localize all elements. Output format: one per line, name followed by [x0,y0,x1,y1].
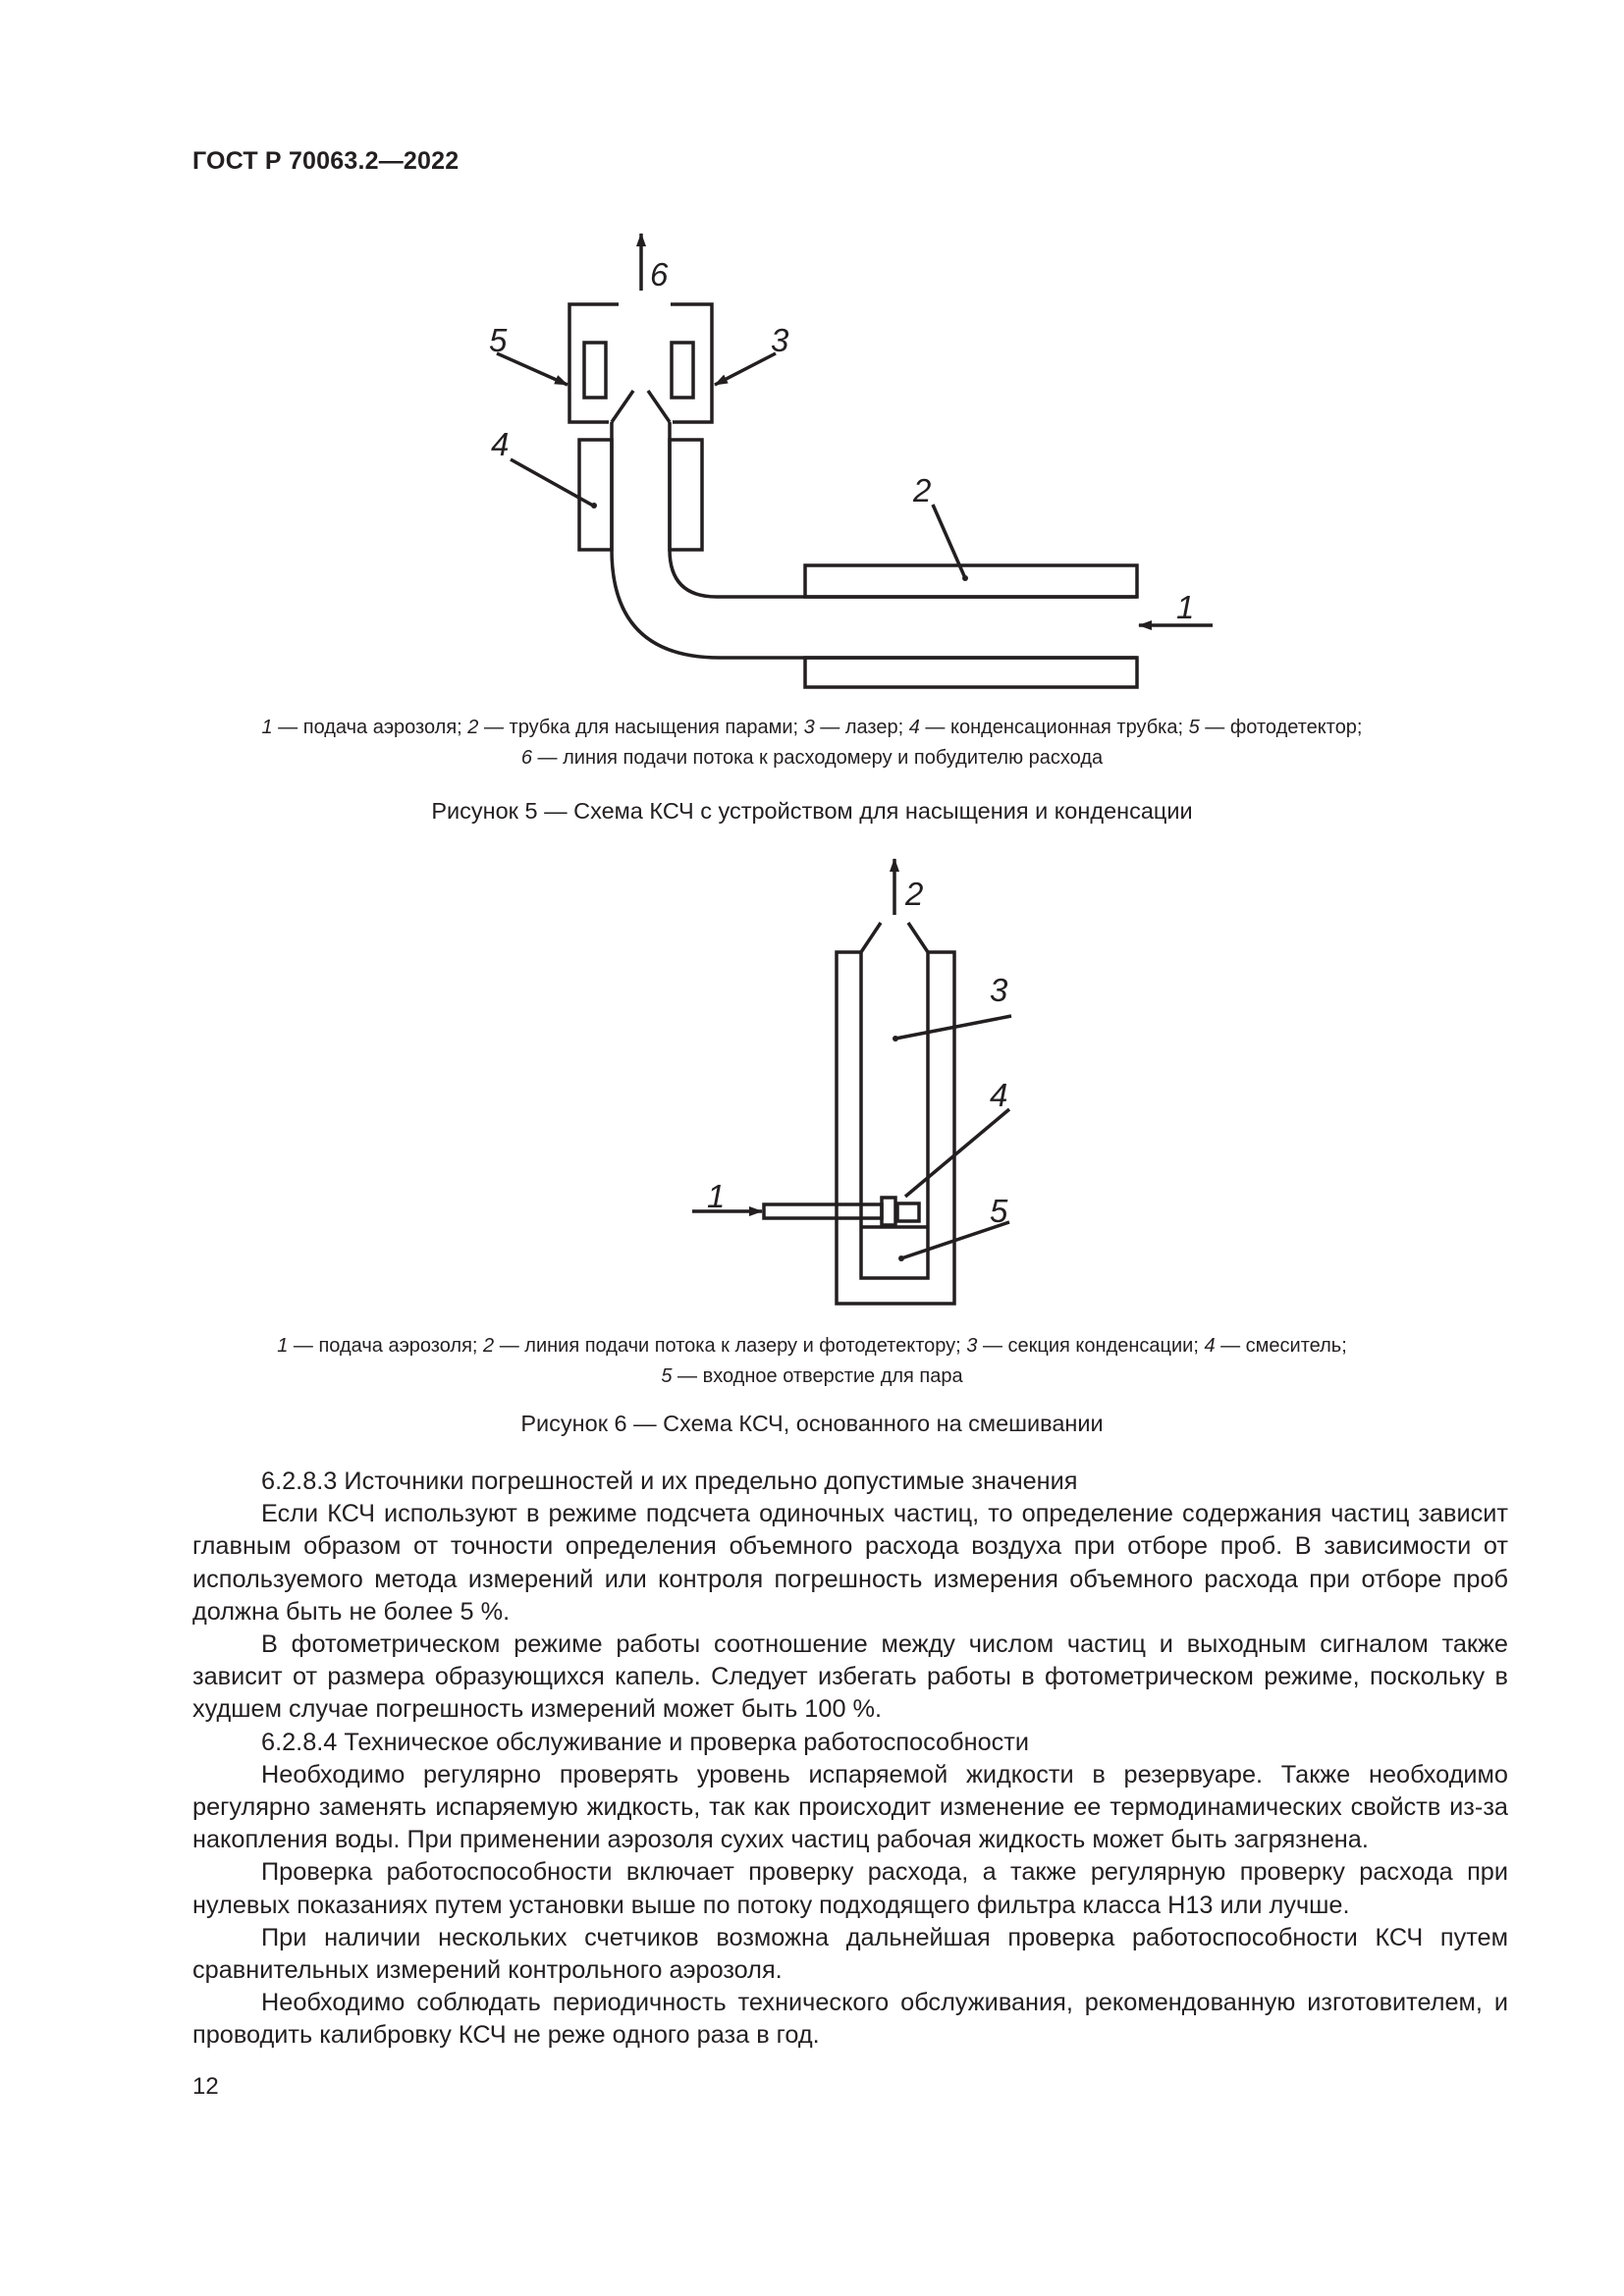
fig6-leader-4 [905,1109,1009,1197]
paragraph: Если КСЧ используют в режиме подсчета одиночных частиц, то определение содержания частиц зависит главным образом от точности определения объемного расхода воздуха при отборе проб. В зависимости от используемого метода измерений или контроля погрешность измерения объемного расхода при отборе проб должна быть не более 5 %. [192,1500,1508,1626]
fig5-nozzle-left [612,391,633,422]
fig6-nozzle-right [908,923,928,952]
fig5-label-1: 1 [1176,589,1195,625]
fig6-label-5: 5 [990,1193,1008,1229]
fig6-label-2: 2 [905,876,924,912]
fig5-leader-3 [715,353,776,385]
fig6-mixer-b [897,1203,919,1221]
fig5-condenser-right [670,440,702,550]
fig5-legend-line-1: 1 — подача аэрозоля; 2 — трубка для насыщения парами; 3 — лазер; 4 — конденсационная трубка; 5 — фотодетектор; [261,717,1363,738]
fig5-legend-line-2: 6 — линия подачи потока к расходомеру и побудителю расхода [520,747,1104,769]
figure-5-diagram [0,0,1624,707]
paragraph: Необходимо соблюдать периодичность технического обслуживания, рекомендованную изготовителем, и проводить калибровку КСЧ не реже одного раза в год. [192,1989,1508,2050]
paragraph: При наличии нескольких счетчиков возможна дальнейшая проверка работоспособности КСЧ путем сравнительных измерений контрольного аэрозоля. [192,1923,1508,1985]
fig5-label-5: 5 [489,322,508,358]
fig6-label-1: 1 [707,1178,726,1214]
body-text [192,1466,1508,2053]
fig6-nozzle-left [861,923,881,952]
fig6-aerosol-tube [764,1204,882,1218]
fig5-tube-outer [612,422,805,658]
fig6-legend-line-2: 5 — входное отверстие для пара [661,1365,963,1387]
fig5-leader-5 [497,353,568,385]
section-heading-6-2-8-3: 6.2.8.3 Источники погрешностей и их предельно допустимые значения [261,1468,1078,1495]
paragraph: Проверка работоспособности включает проверку расхода, а также регулярную проверку расхода при нулевых показаниях путем установки выше по потоку подходящего фильтра класса Н13 или лучше. [192,1858,1508,1919]
fig5-nozzle-right [648,391,670,422]
fig5-laser [672,343,693,398]
figure-5-caption: Рисунок 5 — Схема КСЧ с устройством для насыщения и конденсации [431,798,1193,824]
fig6-legend-line-1: 1 — подача аэрозоля; 2 — линия подачи потока к лазеру и фотодетектору; 3 — секция конденсации; 4 — смеситель; [277,1335,1347,1357]
fig6-mixer-a [882,1198,895,1225]
fig5-label-3: 3 [771,322,789,358]
fig5-label-2: 2 [913,472,932,508]
fig6-label-3: 3 [990,972,1008,1008]
figure-6-legend [0,1331,1624,1392]
section-heading-6-2-8-4: 6.2.8.4 Техническое обслуживание и проверка работоспособности [261,1728,1030,1756]
figure-6-caption: Рисунок 6 — Схема КСЧ, основанного на смешивании [520,1411,1104,1436]
fig5-label-6: 6 [650,256,669,293]
fig5-photodetector [584,343,606,398]
fig5-housing-right [671,304,712,422]
paragraph: Необходимо регулярно проверять уровень испаряемой жидкости в резервуаре. Также необходимо регулярно заменять испаряемую жидкость, так как происходит изменение ее термодинамических свойств из-за накопления воды. При применении аэрозоля сухих частиц рабочая жидкость может быть загрязнена. [192,1760,1508,1854]
fig6-inner-wall [861,952,928,1278]
fig5-label-4: 4 [491,426,510,462]
fig5-tube-inner [670,422,805,597]
fig5-saturator-top [805,565,1137,597]
paragraph: В фотометрическом режиме работы соотношение между числом частиц и выходным сигналом также зависит от размера образующихся капель. Следует избегать работы в фотометрическом режиме, поскольку в худшем случае погрешность измерений может быть 100 %. [192,1630,1508,1724]
document-header: ГОСТ Р 70063.2—2022 [192,147,460,175]
fig5-saturator-bottom [805,658,1137,687]
fig5-condenser-left [579,440,612,550]
fig6-label-4: 4 [990,1077,1008,1113]
fig5-housing-left [569,304,619,422]
page-number: 12 [192,2073,219,2100]
figure-6-diagram [0,844,1624,1315]
fig6-outer-wall [837,952,954,1304]
figure-5-legend [0,713,1624,774]
